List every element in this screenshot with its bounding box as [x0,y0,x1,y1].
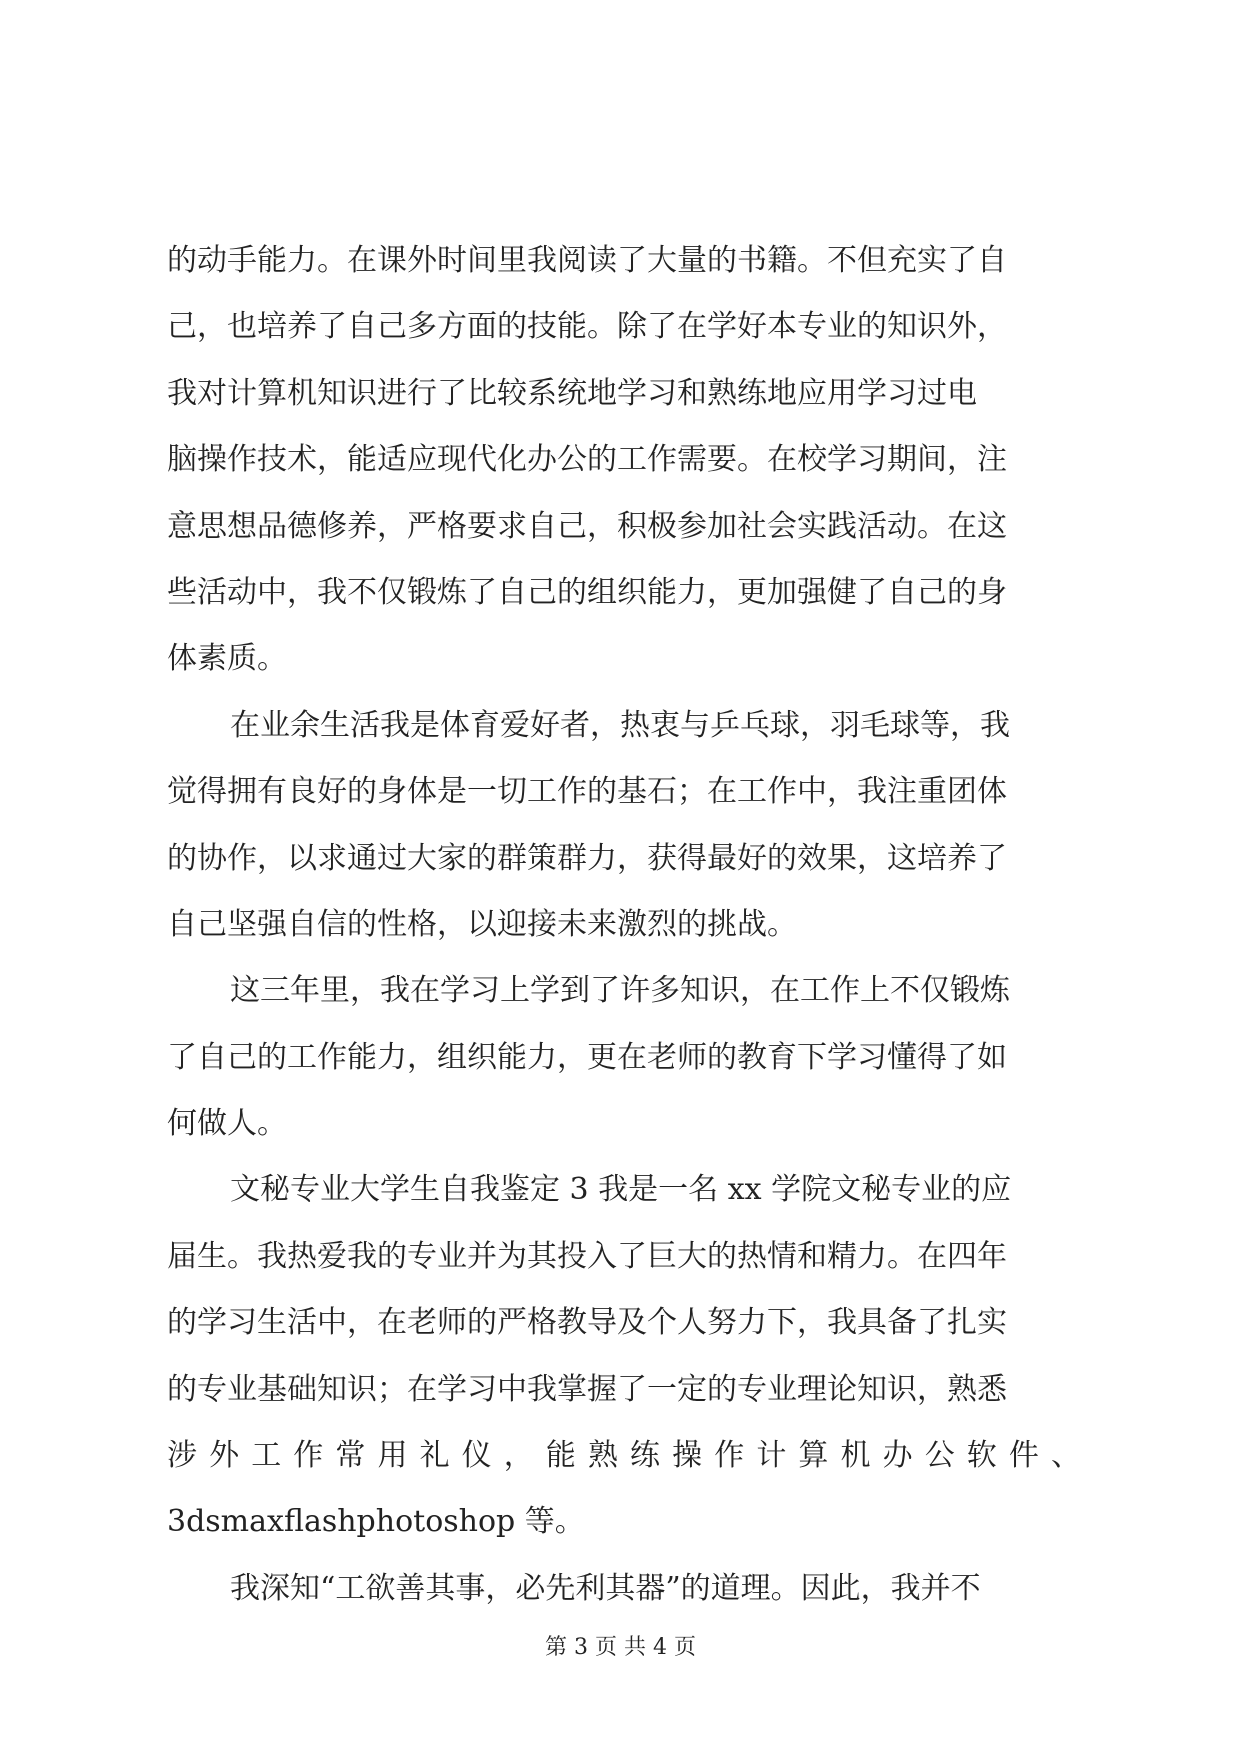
text-line: 的动手能力。在课外时间里我阅读了大量的书籍。不但充实了自 [167,243,1007,278]
text-line: 意思想品德修养，严格要求自己，积极参加社会实践活动。在这 [167,508,1007,544]
text-line: 届生。我热爱我的专业并为其投入了巨大的热情和精力。在四年 [167,1238,1007,1274]
text-line: 的协作，以求通过大家的群策群力，获得最好的效果，这培养了 [167,840,1007,876]
text-line: 在业余生活我是体育爱好者，热衷与乒乓球，羽毛球等，我 [230,707,1010,743]
text-line: 何做人。 [167,1106,287,1142]
text-line: 我对计算机知识进行了比较系统地学习和熟练地应用学习过电 [167,375,977,411]
text-line: 自己坚强自信的性格，以迎接未来激烈的挑战。 [167,906,797,942]
text-line: 这三年里，我在学习上学到了许多知识，在工作上不仅锻炼 [230,973,1010,1009]
text-line: 涉外工作常用礼仪，能熟练操作计算机办公软件、 [167,1438,1081,1474]
body-text [167,228,1081,1622]
text-line: 觉得拥有良好的身体是一切工作的基石；在工作中，我注重团体 [167,774,1007,810]
text-line: 己，也培养了自己多方面的技能。除了在学好本专业的知识外， [167,309,1007,345]
page-footer: 第 3 页 共 4 页 [545,1635,696,1660]
text-line: 体素质。 [167,641,287,677]
text-line: 些活动中，我不仅锻炼了自己的组织能力，更加强健了自己的身 [167,574,1007,610]
text-line: 文秘专业大学生自我鉴定 3 我是一名 xx 学院文秘专业的应 [230,1172,1012,1208]
text-line: 了自己的工作能力，组织能力，更在老师的教育下学习懂得了如 [167,1039,1007,1075]
text-line: 脑操作技术，能适应现代化办公的工作需要。在校学习期间，注 [167,442,1007,478]
text-line: 我深知“工欲善其事，必先利其器”的道理。因此，我并不 [230,1570,981,1606]
text-line: 3dsmaxflashphotoshop 等。 [167,1504,585,1540]
text-line: 的专业基础知识；在学习中我掌握了一定的专业理论知识，熟悉 [167,1371,1007,1407]
text-line: 的学习生活中，在老师的严格教导及个人努力下，我具备了扎实 [167,1305,1007,1341]
